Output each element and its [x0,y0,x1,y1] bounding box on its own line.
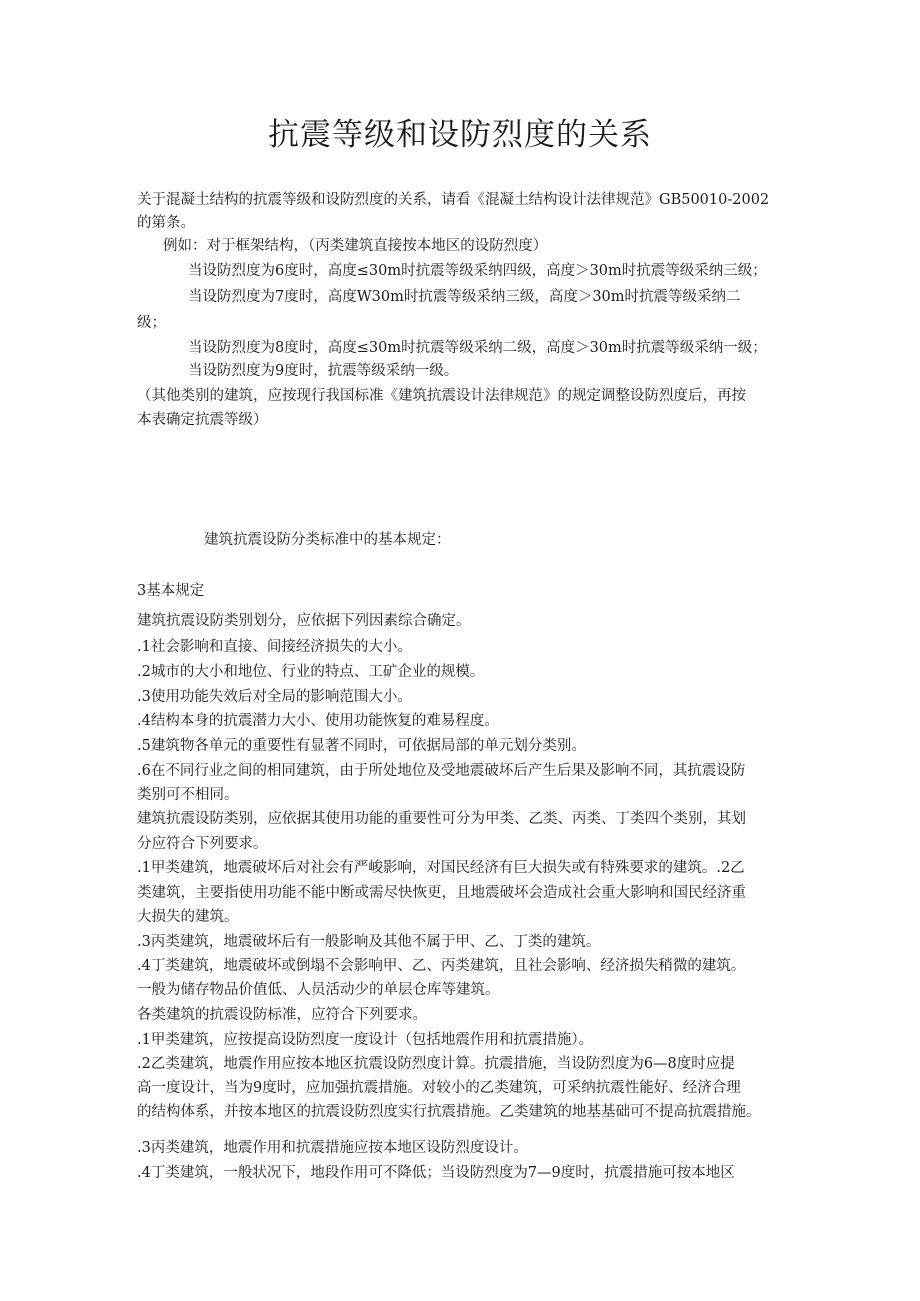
basic-line: 建筑抗震设防类别，应依据其使用功能的重要性可分为甲类、乙类、丙类、丁类四个类别，其划 [137,811,746,827]
basic-line: .4结构本身的抗震潜力大小、使用功能恢复的难易程度。 [137,713,499,729]
basic-line: .1甲类建筑，地震破坏后对社会有严峻影响，对国民经济有巨大损失或有特殊要求的建筑。.2乙 [137,860,745,876]
intro-line: 当设防烈度为7度时，高度W30m时抗震等级采纳三级，高度＞30m时抗震等级采纳二 [188,289,741,305]
basic-line: .2乙类建筑，地震作用应按本地区抗震设防烈度计算。抗震措施，当设防烈度为6—8度时应提 [137,1056,735,1072]
basic-line: 类建筑，主要指使用功能不能中断或需尽快恢更，且地震破坏会造成社会重大影响和国民经济重 [137,885,746,901]
basic-line: 大损失的建筑。 [137,909,239,925]
basic-line: 一般为储存物品价值低、人员活动少的单层仓库等建筑。 [137,982,500,998]
basic-line: .4丁类建筑，地震破坏或倒塌不会影响甲、乙、丙类建筑，且社会影响、经济损失稍微的建筑。 [137,958,746,974]
intro-line: （其他类别的建筑，应按现行我国标准《建筑抗震设计法律规范》的规定调整设防烈度后，再按 [137,388,746,404]
intro-line: 本表确定抗震等级） [137,412,268,428]
intro-line: 当设防烈度为8度时，高度≤30m时抗震等级采纳二级，高度＞30m时抗震等级采纳一级； [188,340,767,356]
intro-line: 当设防烈度为9度时，抗震等级采纳一级。 [188,363,459,379]
basic-line: .3丙类建筑，地震破坏后有一般影响及其他不属于甲、乙、丁类的建筑。 [137,934,601,950]
basic-heading: 3基本规定 [137,583,205,599]
section-heading: 建筑抗震设防分类标准中的基本规定： [204,532,451,548]
basic-line: 的结构体系，并按本地区的抗震设防烈度实行抗震措施。乙类建筑的地基基础可不提高抗震措施。 [137,1104,761,1120]
basic-line: .6在不同行业之间的相同建筑，由于所处地位及受地震破坏后产生后果及影响不同，其抗震设防 [137,763,746,779]
intro-line: 的第条。 [137,215,195,231]
basic-line: .3使用功能失效后对全局的影响范围大小。 [137,689,412,705]
basic-line: .4丁类建筑，一般状况下，地段作用可不降低；当设防烈度为7—9度时，抗震措施可按本地区 [137,1165,735,1181]
basic-line: 类别可不相同。 [137,787,239,803]
intro-line: 例如：对于框架结构，（丙类建筑直接按本地区的设防烈度） [163,238,548,254]
intro-line: 关于混凝土结构的抗震等级和设防烈度的关系，请看《混凝土结构设计法律规范》GB50010-2002 [137,192,770,208]
basic-line: 分应符合下列要求。 [137,836,268,852]
basic-line: .2城市的大小和地位、行业的特点、工矿企业的规模。 [137,664,485,680]
intro-line: 当设防烈度为6度时，高度≤30m时抗震等级采纳四级，高度＞30m时抗震等级采纳三级； [188,263,767,279]
basic-line: 各类建筑的抗震设防标准，应符合下列要求。 [137,1007,427,1023]
basic-line: .3丙类建筑，地震作用和抗震措施应按本地区设防烈度设计。 [137,1140,528,1156]
basic-line: .1甲类建筑，应按提高设防烈度一度设计（包括地震作用和抗震措施）。 [137,1032,594,1048]
basic-line: .5建筑物各单元的重要性有显著不同时，可依据局部的单元划分类别。 [137,738,586,754]
document-title: 抗震等级和设防烈度的关系 [268,117,652,153]
basic-line: 高一度设计，当为9度时，应加强抗震措施。对较小的乙类建筑，可采纳抗震性能好、经济合理 [137,1080,741,1096]
basic-line: 建筑抗震设防类别划分，应依据下列因素综合确定。 [137,613,471,629]
basic-line: .1社会影响和直接、间接经济损失的大小。 [137,639,412,655]
intro-line: 级； [137,315,166,331]
